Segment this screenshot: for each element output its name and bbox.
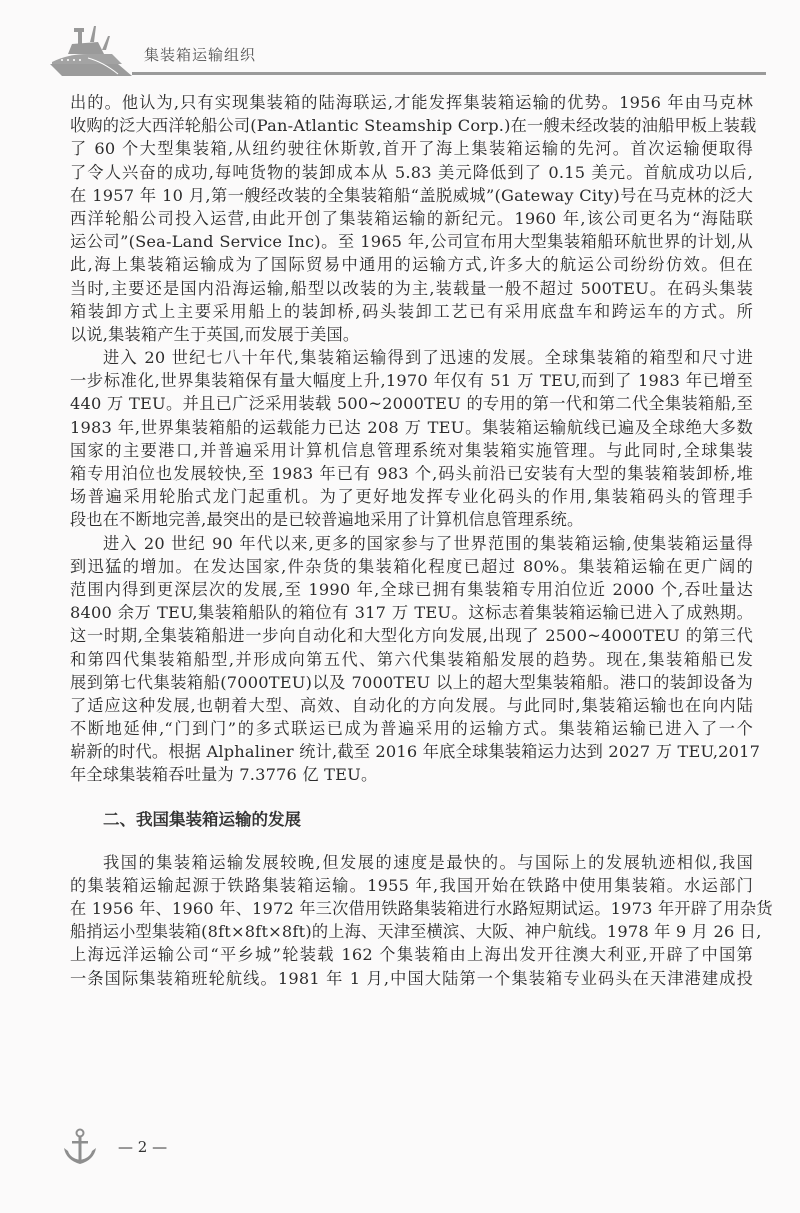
text-line: 出的。他认为,只有实现集装箱的陆海联运,才能发挥集装箱运输的优势。1956 年由马克林	[70, 93, 753, 112]
text-line: 了令人兴奋的成功,每吨货物的装卸成本从 5.83 美元降低到了 0.15 美元。首航成功以后,	[70, 162, 753, 182]
text-line: 箱装卸方式上主要采用船上的装卸桥,码头装卸工艺已有采用底盘车和跨运车的方式。所	[70, 301, 753, 321]
text-line: 西洋轮船公司投入运营,由此开创了集装箱运输的新纪元。1960 年,该公司更名为“海陆联	[70, 208, 753, 228]
text-line: 崭新的时代。根据 Alphaliner 统计,截至 2016 年底全球集装箱运力达到 2027 万 TEU,2017	[70, 742, 761, 762]
text-line: 一步标准化,世界集装箱保有量大幅度上升,1970 年仅有 51 万 TEU,而到了 1983 年已增至	[70, 371, 753, 391]
text-line: 了适应这种发展,也朝着大型、高效、自动化的方向发展。与此同时,集装箱运输也在向内陆	[70, 695, 753, 715]
text-line: 场普遍采用轮胎式龙门起重机。为了更好地发挥专业化码头的作用,集装箱码头的管理手	[70, 487, 753, 507]
paragraph-2	[70, 346, 753, 532]
text-line: 运公司”(Sea-Land Service Inc)。至 1965 年,公司宣布用大型集装箱船环航世界的计划,从	[70, 232, 753, 252]
text-line: 范围内得到更深层次的发展,至 1990 年,全球已拥有集装箱专用泊位近 2000 个,吞吐量达	[70, 579, 753, 599]
text-line: 国家的主要港口,并普遍采用计算机信息管理系统对集装箱实施管理。与此同时,全球集装	[70, 440, 753, 460]
page-body	[70, 91, 773, 990]
paragraph-3	[70, 532, 761, 787]
book-title: 集装箱运输组织	[144, 46, 257, 64]
text-line: 我国的集装箱运输发展较晚,但发展的速度是最快的。与国际上的发展轨迹相似,我国	[103, 852, 753, 872]
paragraph-4	[70, 851, 773, 990]
header-divider	[132, 72, 766, 75]
paragraph-1	[70, 91, 757, 346]
page-number: — 2 —	[118, 1138, 168, 1156]
text-line: 段也在不断地完善,最突出的是已较普遍地采用了计算机信息管理系统。	[70, 510, 584, 530]
text-line: 1983 年,世界集装箱船的运载能力已达 208 万 TEU。集装箱运输航线已遍及全球绝大多数	[70, 417, 753, 437]
text-line: 在 1957 年 10 月,第一艘经改装的全集装箱船“盖脱威城”(Gateway City)号在马克林的泛大	[70, 185, 753, 205]
text-line: 440 万 TEU。并且已广泛采用装载 500~2000TEU 的专用的第一代和第二代全集装箱船,至	[70, 394, 753, 414]
text-line: 8400 余万 TEU,集装箱船队的箱位有 317 万 TEU。这标志着集装箱运输已进入了成熟期。	[70, 603, 753, 623]
text-line: 当时,主要还是国内沿海运输,船型以改装的为主,装载量一般不超过 500TEU。在码头集装	[70, 278, 753, 298]
ship-icon	[48, 18, 138, 76]
text-line: 不断地延伸,“门到门”的多式联运已成为普遍采用的运输方式。集装箱运输已进入了一个	[70, 719, 753, 739]
text-line: 展到第七代集装箱船(7000TEU)以及 7000TEU 以上的超大型集装箱船。港口的装卸设备为	[70, 672, 753, 692]
text-line: 收购的泛大西洋轮船公司(Pan-Atlantic Steamship Corp.)在一艘未经改装的油船甲板上装载	[70, 116, 757, 136]
page-footer	[62, 1128, 262, 1168]
text-line: 到迅猛的增加。在发达国家,件杂货的集装箱化程度已超过 80%。集装箱运输在更广阔的	[70, 556, 753, 576]
text-line: 进入 20 世纪七八十年代,集装箱运输得到了迅速的发展。全球集装箱的箱型和尺寸进	[103, 348, 753, 368]
text-line: 此,海上集装箱运输成为了国际贸易中通用的运输方式,许多大的航运公司纷纷仿效。但在	[70, 255, 753, 275]
text-line: 这一时期,全集装箱船进一步向自动化和大型化方向发展,出现了 2500~4000TEU 的第三代	[70, 626, 753, 646]
text-line: 船捎运小型集装箱(8ft×8ft×8ft)的上海、天津至横滨、大阪、神户航线。1978 年 9 月 26 日,	[70, 922, 762, 942]
running-header	[48, 18, 764, 78]
text-line: 了 60 个大型集装箱,从纽约驶往休斯敦,首开了海上集装箱运输的先河。首次运输便取得	[70, 139, 753, 159]
anchor-icon	[62, 1128, 98, 1166]
section-heading: 二、我国集装箱运输的发展	[103, 809, 301, 829]
text-line: 一条国际集装箱班轮航线。1981 年 1 月,中国大陆第一个集装箱专业码头在天津港建成投	[70, 968, 753, 988]
text-line: 在 1956 年、1960 年、1972 年三次借用铁路集装箱进行水路短期试运。1973 年开辟了用杂货	[70, 899, 773, 918]
text-line: 上海远洋运输公司“平乡城”轮装载 162 个集装箱由上海出发开往澳大利亚,开辟了中国第	[70, 945, 753, 965]
text-line: 进入 20 世纪 90 年代以来,更多的国家参与了世界范围的集装箱运输,使集装箱运量得	[103, 533, 753, 553]
text-line: 箱专用泊位也发展较快,至 1983 年已有 983 个,码头前沿已安装有大型的集装箱装卸桥,堆	[70, 464, 753, 483]
text-line: 年全球集装箱吞吐量为 7.3776 亿 TEU。	[70, 765, 378, 785]
text-line: 的集装箱运输起源于铁路集装箱运输。1955 年,我国开始在铁路中使用集装箱。水运部门	[70, 875, 753, 895]
text-line: 和第四代集装箱船型,并形成向第五代、第六代集装箱船发展的趋势。现在,集装箱船已发	[70, 649, 753, 669]
text-line: 以说,集装箱产生于英国,而发展于美国。	[70, 324, 360, 344]
